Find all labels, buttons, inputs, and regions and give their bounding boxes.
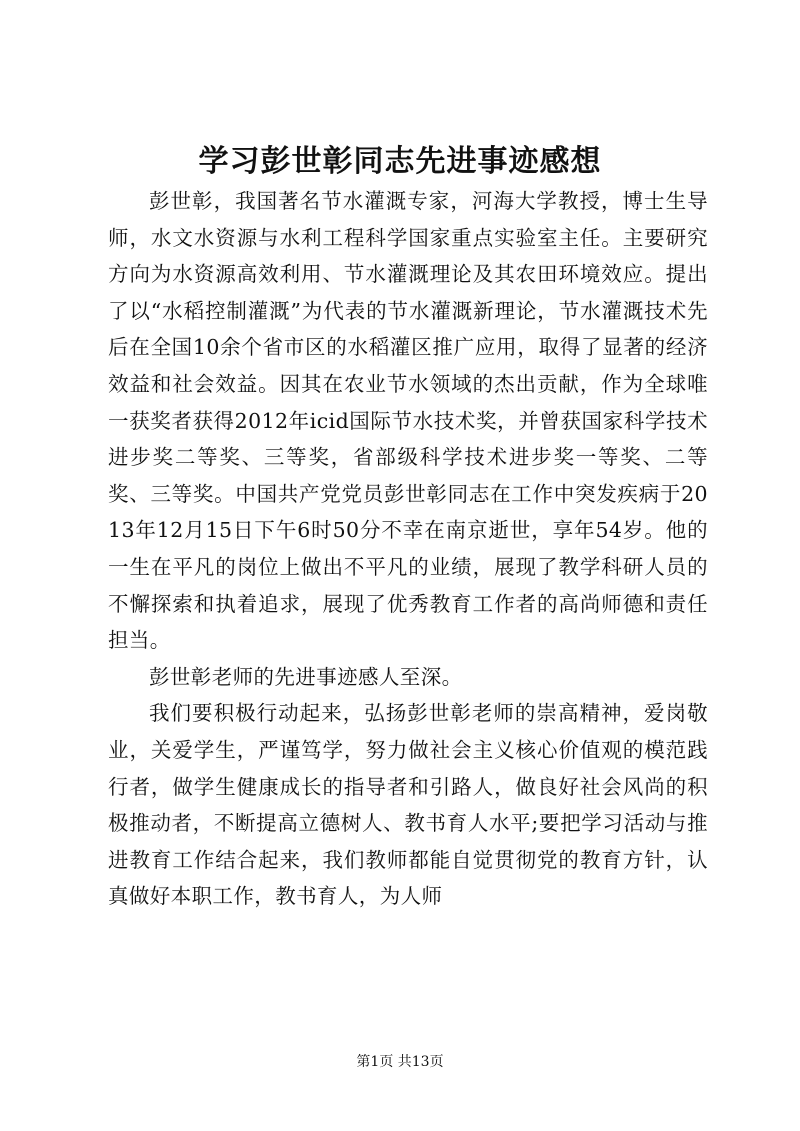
- document-body: [108, 183, 708, 915]
- paragraph-3: 我们要积极行动起来，弘扬彭世彰老师的崇高精神，爱岗敬业，关爱学生，严谨笃学，努力做社会主义核心价值观的模范践行者，做学生健康成长的指导者和引路人，做良好社会风尚的积极推动者，不断提高立德树人、教书育人水平;要把学习活动与推进教育工作结合起来，我们教师都能自觉贯彻党的教育方针，认真做好本职工作，教书育人，为人师: [108, 701, 708, 909]
- paragraph-1: 彭世彰，我国著名节水灌溉专家，河海大学教授，博士生导师，水文水资源与水利工程科学国家重点实验室主任。主要研究方向为水资源高效利用、节水灌溉理论及其农田环境效应。提出了以“水稻控制灌溉”为代表的节水灌溉新理论，节水灌溉技术先后在全国10余个省市区的水稻灌区推广应用，取得了显著的经济效益和社会效益。因其在农业节水领域的杰出贡献，作为全球唯一获奖者获得2012年icid国际节水技术奖，并曾获国家科学技术进步奖二等奖、三等奖，省部级科学技术进步奖一等奖、二等奖、三等奖。中国共产党党员彭世彰同志在工作中突发疾病于2013年12月15日下午6时50分不幸在南京逝世，享年54岁。他的一生在平凡的岗位上做出不平凡的业绩，展现了教学科研人员的不懈探索和执着追求，展现了优秀教育工作者的高尚师德和责任担当。: [108, 189, 708, 653]
- document-title: 学习彭世彰同志先进事迹感想: [198, 144, 602, 179]
- paragraph-2: 彭世彰老师的先进事迹感人至深。: [149, 664, 463, 689]
- page-footer: 第1页 共13页: [356, 1054, 444, 1070]
